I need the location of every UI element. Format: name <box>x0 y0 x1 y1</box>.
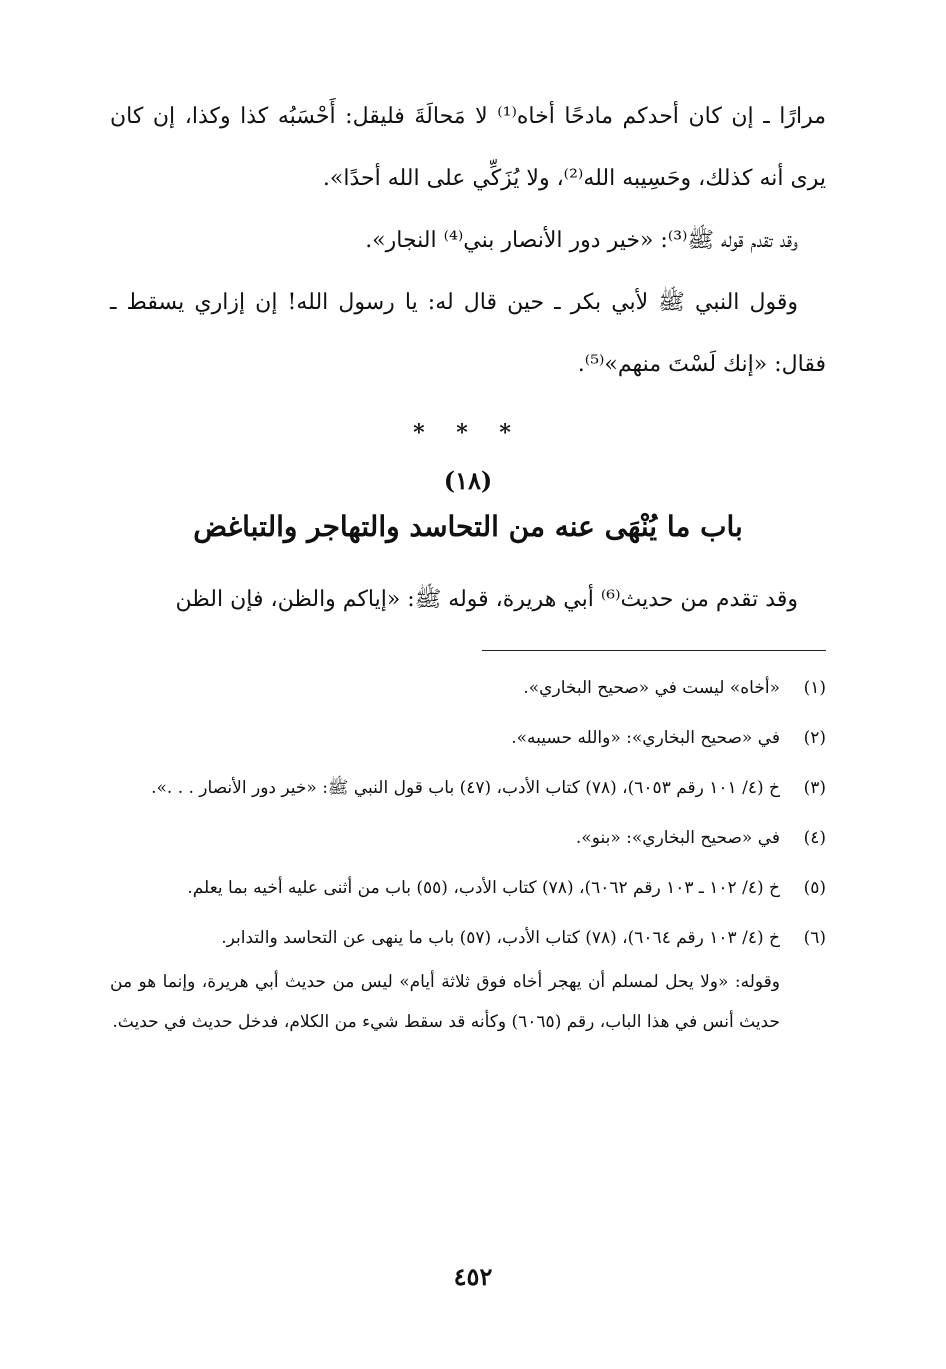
footnote-3 <box>110 768 826 808</box>
chapter-number: (١٨) <box>443 466 493 495</box>
footnote-text: خ (٤/ ١٠٣ رقم ٦٠٦٤)، (٧٨) كتاب الأدب، (٥٧) باب ما ينهى عن التحاسد والتدابر. <box>221 928 780 948</box>
footnote-4 <box>110 818 826 858</box>
footnote-number: (٣) <box>803 778 826 798</box>
footnote-text: في «صحيح البخاري»: «بنو». <box>575 828 780 848</box>
footnote-1 <box>110 668 826 708</box>
footnote-divider <box>482 650 826 651</box>
footnotes <box>110 668 826 1042</box>
paragraph-2: وقد تقدم قوله ﷺ⁽³⁾: «خير دور الأنصار بني⁽⁴⁾ النجار». <box>365 228 798 253</box>
footnote-number: (٦) <box>803 928 826 948</box>
chapter-title: باب ما يُنْهَى عنه من التحاسد والتهاجر والتباغض <box>193 510 743 543</box>
footnote-text: «أخاه» ليست في «صحيح البخاري». <box>523 678 780 698</box>
paragraph-3: وقول النبي ﷺ لأبي بكر ـ حين قال له: يا رسول الله! إن إزاري يسقط ـ فقال: «إنك لَسْتَ منهم»⁽⁵⁾. <box>110 290 826 377</box>
footnote-number: (٢) <box>803 728 826 748</box>
main-text <box>110 86 826 631</box>
page-number: ٤٥٢ <box>453 1262 493 1291</box>
footnote-number: (٥) <box>803 878 826 898</box>
footnote-6 <box>110 918 826 958</box>
chapter-paragraph: وقد تقدم من حديث⁽⁶⁾ أبي هريرة، قوله ﷺ: «إياكم والظن، فإن الظن <box>175 587 798 612</box>
footnote-text: خ (٤/ ١٠١ رقم ٦٠٥٣)، (٧٨) كتاب الأدب، (٤٧) باب قول النبي ﷺ: «خير دور الأنصار . . .». <box>151 778 780 798</box>
section-separator: * * * <box>413 420 523 446</box>
footnote-6-continuation: وقوله: «ولا يحل لمسلم أن يهجر أخاه فوق ثلاثة أيام» ليس من حديث أبي هريرة، وإنما هو من حديث أنس في هذا الباب، رقم (٦٠٦٥) وكأنه قد سقط شيء من الكلام، فدخل حديث في حديث. <box>110 972 780 1032</box>
footnote-5 <box>110 868 826 908</box>
footnote-text: في «صحيح البخاري»: «والله حسيبه». <box>511 728 780 748</box>
footnote-number: (٤) <box>803 828 826 848</box>
footnote-text: خ (٤/ ١٠٢ ـ ١٠٣ رقم ٦٠٦٢)، (٧٨) كتاب الأدب، (٥٥) باب من أثنى عليه أخيه بما يعلم. <box>187 878 780 898</box>
footnote-number: (١) <box>803 678 826 698</box>
paragraph-1: مرارًا ـ إن كان أحدكم مادحًا أخاه⁽¹⁾ لا مَحالَةَ فليقل: أَحْسَبُه كذا وكذا، إن كان يرى أنه كذلك، وحَسِيبه الله⁽²⁾، ولا يُزَكِّي على الله أحدًا». <box>110 104 826 191</box>
footnote-2 <box>110 718 826 758</box>
